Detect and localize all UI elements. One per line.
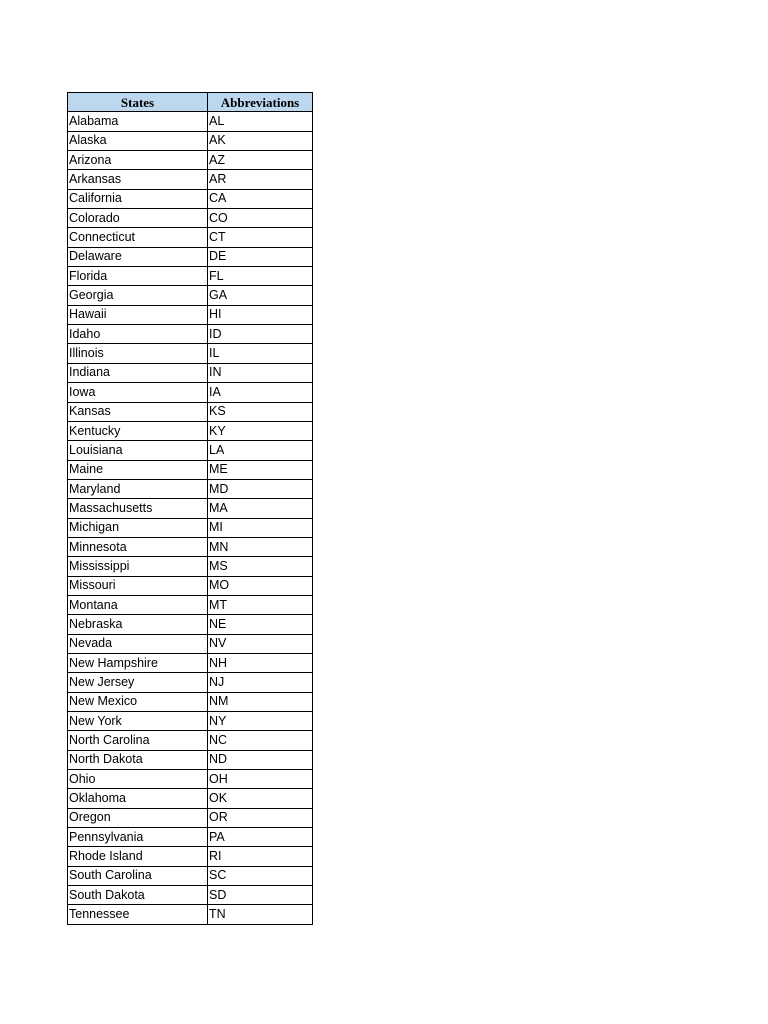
table-row bbox=[68, 228, 313, 247]
state-name-cell[interactable]: New Mexico bbox=[68, 692, 208, 711]
table-row bbox=[68, 673, 313, 692]
state-name-cell[interactable]: Alaska bbox=[68, 131, 208, 150]
table-row bbox=[68, 209, 313, 228]
states-sheet bbox=[67, 92, 313, 925]
state-name-cell[interactable]: New Hampshire bbox=[68, 653, 208, 672]
state-abbreviation-cell[interactable]: NH bbox=[208, 653, 313, 672]
table-row bbox=[68, 131, 313, 150]
state-abbreviation-cell[interactable]: ND bbox=[208, 750, 313, 769]
state-abbreviation-cell[interactable]: RI bbox=[208, 847, 313, 866]
state-name-cell[interactable]: Montana bbox=[68, 595, 208, 614]
table-row bbox=[68, 595, 313, 614]
table-row bbox=[68, 886, 313, 905]
state-name-cell[interactable]: Indiana bbox=[68, 363, 208, 382]
table-row bbox=[68, 866, 313, 885]
state-abbreviation-cell[interactable]: KS bbox=[208, 402, 313, 421]
state-name-cell[interactable]: Massachusetts bbox=[68, 499, 208, 518]
state-name-cell[interactable]: Minnesota bbox=[68, 537, 208, 556]
state-name-cell[interactable]: Pennsylvania bbox=[68, 828, 208, 847]
state-abbreviation-cell[interactable]: IA bbox=[208, 383, 313, 402]
state-abbreviation-cell[interactable]: NY bbox=[208, 712, 313, 731]
state-abbreviation-cell[interactable]: AL bbox=[208, 112, 313, 131]
table-row bbox=[68, 383, 313, 402]
state-name-cell[interactable]: Oklahoma bbox=[68, 789, 208, 808]
state-name-cell[interactable]: California bbox=[68, 189, 208, 208]
state-abbreviation-cell[interactable]: OR bbox=[208, 808, 313, 827]
state-name-cell[interactable]: Maine bbox=[68, 460, 208, 479]
state-abbreviation-cell[interactable]: NC bbox=[208, 731, 313, 750]
table-row bbox=[68, 189, 313, 208]
state-abbreviation-cell[interactable]: CO bbox=[208, 209, 313, 228]
state-abbreviation-cell[interactable]: MI bbox=[208, 518, 313, 537]
table-row bbox=[68, 847, 313, 866]
state-name-cell[interactable]: Maryland bbox=[68, 479, 208, 498]
state-abbreviation-cell[interactable]: MN bbox=[208, 537, 313, 556]
state-name-cell[interactable]: Georgia bbox=[68, 286, 208, 305]
state-name-cell[interactable]: Ohio bbox=[68, 770, 208, 789]
table-row bbox=[68, 479, 313, 498]
state-abbreviation-cell[interactable]: LA bbox=[208, 441, 313, 460]
state-name-cell[interactable]: Oregon bbox=[68, 808, 208, 827]
state-name-cell[interactable]: Iowa bbox=[68, 383, 208, 402]
table-row bbox=[68, 750, 313, 769]
state-abbreviation-cell[interactable]: NV bbox=[208, 634, 313, 653]
table-row bbox=[68, 828, 313, 847]
state-name-cell[interactable]: Tennessee bbox=[68, 905, 208, 924]
state-name-cell[interactable]: Missouri bbox=[68, 576, 208, 595]
header-row bbox=[68, 93, 313, 112]
state-abbreviation-cell[interactable]: CT bbox=[208, 228, 313, 247]
state-name-cell[interactable]: North Dakota bbox=[68, 750, 208, 769]
table-row bbox=[68, 499, 313, 518]
state-name-cell[interactable]: Kansas bbox=[68, 402, 208, 421]
table-row bbox=[68, 808, 313, 827]
state-abbreviation-cell[interactable]: GA bbox=[208, 286, 313, 305]
state-abbreviation-cell[interactable]: DE bbox=[208, 247, 313, 266]
state-abbreviation-cell[interactable]: PA bbox=[208, 828, 313, 847]
state-name-cell[interactable]: Kentucky bbox=[68, 421, 208, 440]
state-name-cell[interactable]: Hawaii bbox=[68, 305, 208, 324]
state-abbreviation-cell[interactable]: MS bbox=[208, 557, 313, 576]
table-row bbox=[68, 267, 313, 286]
state-abbreviation-cell[interactable]: OK bbox=[208, 789, 313, 808]
table-row bbox=[68, 692, 313, 711]
state-name-cell[interactable]: Louisiana bbox=[68, 441, 208, 460]
state-name-cell[interactable]: New York bbox=[68, 712, 208, 731]
table-row bbox=[68, 344, 313, 363]
table-row bbox=[68, 363, 313, 382]
state-abbreviation-cell[interactable]: IL bbox=[208, 344, 313, 363]
state-abbreviation-cell[interactable]: ID bbox=[208, 325, 313, 344]
state-name-cell[interactable]: Arkansas bbox=[68, 170, 208, 189]
state-abbreviation-cell[interactable]: OH bbox=[208, 770, 313, 789]
state-name-cell[interactable]: Florida bbox=[68, 267, 208, 286]
table-row bbox=[68, 151, 313, 170]
state-name-cell[interactable]: Colorado bbox=[68, 209, 208, 228]
state-name-cell[interactable]: South Dakota bbox=[68, 886, 208, 905]
table-row bbox=[68, 112, 313, 131]
state-name-cell[interactable]: Michigan bbox=[68, 518, 208, 537]
table-body bbox=[68, 112, 313, 924]
state-abbreviation-cell[interactable]: MT bbox=[208, 595, 313, 614]
state-abbreviation-cell[interactable]: ME bbox=[208, 460, 313, 479]
table-row bbox=[68, 615, 313, 634]
table-row bbox=[68, 789, 313, 808]
table-row bbox=[68, 460, 313, 479]
state-name-cell[interactable]: Idaho bbox=[68, 325, 208, 344]
state-name-cell[interactable]: South Carolina bbox=[68, 866, 208, 885]
state-abbreviation-cell[interactable]: NJ bbox=[208, 673, 313, 692]
state-name-cell[interactable]: Nevada bbox=[68, 634, 208, 653]
state-name-cell[interactable]: Illinois bbox=[68, 344, 208, 363]
state-abbreviation-cell[interactable]: AK bbox=[208, 131, 313, 150]
table-row bbox=[68, 305, 313, 324]
table-row bbox=[68, 557, 313, 576]
table-row bbox=[68, 731, 313, 750]
state-name-cell[interactable]: Nebraska bbox=[68, 615, 208, 634]
state-name-cell[interactable]: Alabama bbox=[68, 112, 208, 131]
table-row bbox=[68, 170, 313, 189]
table-row bbox=[68, 576, 313, 595]
state-abbreviation-cell[interactable]: IN bbox=[208, 363, 313, 382]
table-row bbox=[68, 325, 313, 344]
state-name-cell[interactable]: Rhode Island bbox=[68, 847, 208, 866]
state-abbreviation-cell[interactable]: MO bbox=[208, 576, 313, 595]
table-row bbox=[68, 770, 313, 789]
state-name-cell[interactable]: North Carolina bbox=[68, 731, 208, 750]
table-row bbox=[68, 247, 313, 266]
state-abbreviation-cell[interactable]: CA bbox=[208, 189, 313, 208]
state-abbreviation-cell[interactable]: AZ bbox=[208, 151, 313, 170]
table-row bbox=[68, 712, 313, 731]
state-abbreviation-cell[interactable]: SD bbox=[208, 886, 313, 905]
state-abbreviation-cell[interactable]: HI bbox=[208, 305, 313, 324]
state-abbreviation-cell[interactable]: MD bbox=[208, 479, 313, 498]
state-name-cell[interactable]: Connecticut bbox=[68, 228, 208, 247]
state-name-cell[interactable]: Mississippi bbox=[68, 557, 208, 576]
table-row bbox=[68, 518, 313, 537]
state-name-cell[interactable]: Arizona bbox=[68, 151, 208, 170]
states-table bbox=[67, 92, 313, 925]
state-abbreviation-cell[interactable]: FL bbox=[208, 267, 313, 286]
table-row bbox=[68, 653, 313, 672]
table-row bbox=[68, 634, 313, 653]
state-name-cell[interactable]: Delaware bbox=[68, 247, 208, 266]
state-abbreviation-cell[interactable]: NE bbox=[208, 615, 313, 634]
table-row bbox=[68, 537, 313, 556]
state-name-cell[interactable]: New Jersey bbox=[68, 673, 208, 692]
state-abbreviation-cell[interactable]: NM bbox=[208, 692, 313, 711]
header-states: States bbox=[68, 93, 208, 112]
header-abbreviations: Abbreviations bbox=[208, 93, 313, 112]
table-row bbox=[68, 286, 313, 305]
table-row bbox=[68, 441, 313, 460]
state-abbreviation-cell[interactable]: KY bbox=[208, 421, 313, 440]
state-abbreviation-cell[interactable]: SC bbox=[208, 866, 313, 885]
state-abbreviation-cell[interactable]: TN bbox=[208, 905, 313, 924]
state-abbreviation-cell[interactable]: AR bbox=[208, 170, 313, 189]
table-row bbox=[68, 402, 313, 421]
table-row bbox=[68, 905, 313, 924]
state-abbreviation-cell[interactable]: MA bbox=[208, 499, 313, 518]
table-row bbox=[68, 421, 313, 440]
